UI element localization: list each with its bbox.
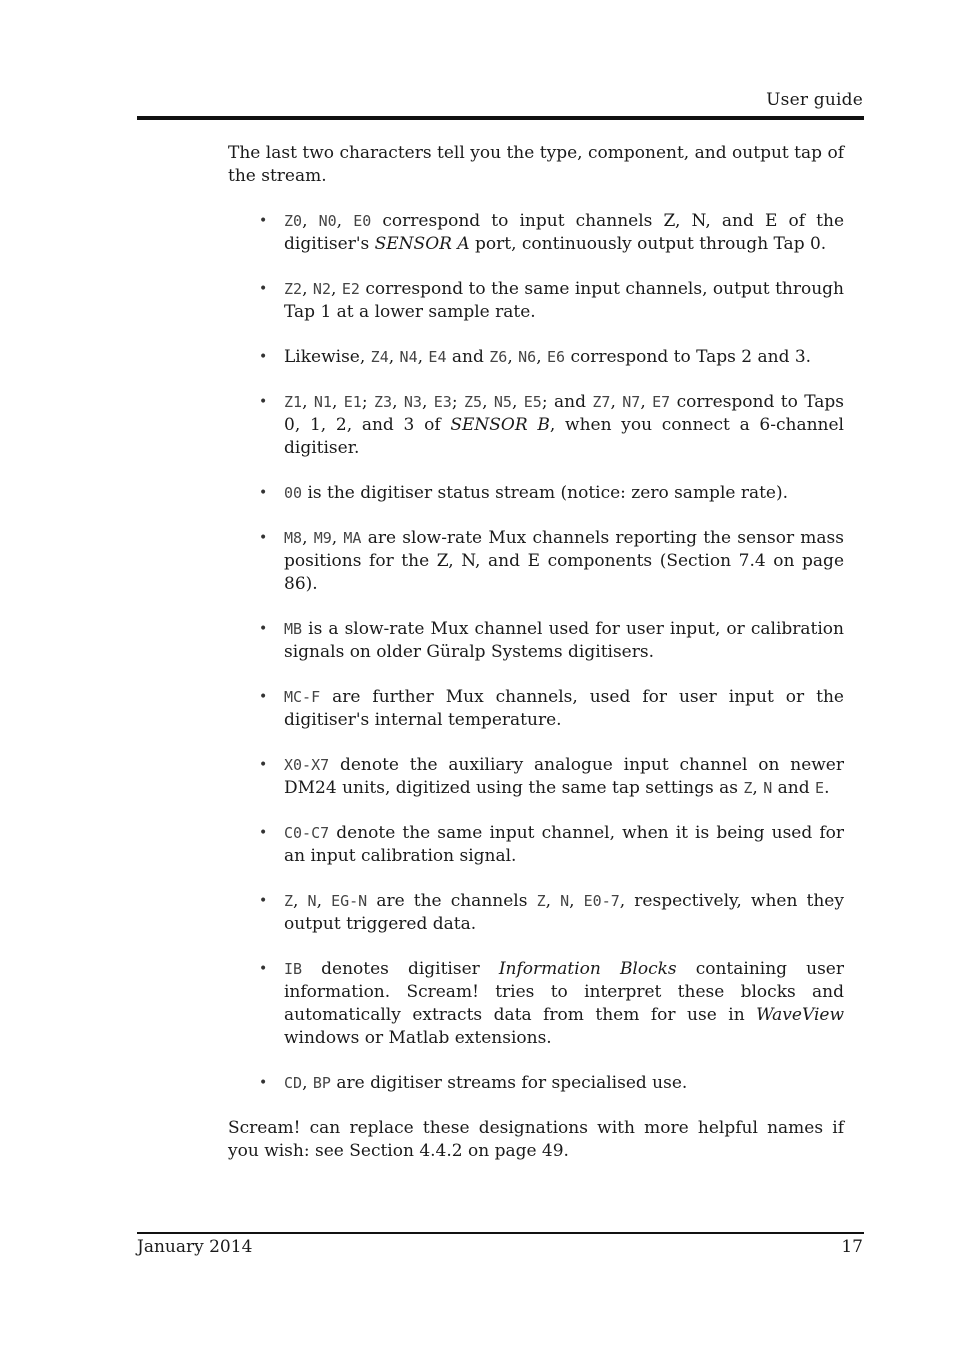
channel-code: Z4 bbox=[370, 348, 389, 366]
item-text: denote the same input channel, when it is being used for an input calibration signal. bbox=[284, 823, 844, 866]
item-text: ; and bbox=[541, 392, 593, 412]
bullet-icon: • bbox=[259, 394, 268, 410]
channel-code: N bbox=[307, 892, 317, 910]
bullet-icon: • bbox=[259, 1075, 268, 1091]
list-item bbox=[228, 822, 844, 868]
item-text: , bbox=[302, 392, 314, 412]
channel-code: E0 bbox=[353, 212, 372, 230]
channel-code: E5 bbox=[523, 393, 542, 411]
item-text: denotes digitiser bbox=[302, 959, 499, 979]
list-item bbox=[228, 890, 844, 936]
list-item bbox=[228, 278, 844, 324]
item-text: , bbox=[302, 528, 314, 548]
item-text: port, continuously output through Tap 0. bbox=[469, 234, 827, 254]
item-text: , bbox=[302, 211, 319, 231]
item-text: , bbox=[536, 347, 548, 367]
item-text: , bbox=[330, 279, 342, 299]
list-item bbox=[228, 686, 844, 732]
item-text: and bbox=[772, 778, 816, 798]
channel-code: N6 bbox=[518, 348, 537, 366]
item-text: , bbox=[421, 392, 434, 412]
item-text: containing user information. Scream! tries to interpret these blocks and automatically extracts data from them for use in bbox=[284, 959, 844, 1025]
item-text: , when you connect a 6-channel digitiser. bbox=[284, 415, 844, 458]
page-number: 17 bbox=[841, 1237, 863, 1257]
channel-code: Z3 bbox=[374, 393, 393, 411]
item-text: is the digitiser status stream (notice: zero sample rate). bbox=[302, 483, 789, 503]
item-text: correspond to Taps 0, 1, 2, and 3 of bbox=[284, 392, 845, 435]
item-text: , bbox=[336, 211, 354, 231]
channel-code: E6 bbox=[547, 348, 566, 366]
bullet-icon: • bbox=[259, 213, 268, 229]
bullet-icon: • bbox=[259, 349, 268, 365]
channel-code: N0 bbox=[318, 212, 337, 230]
channel-code: N4 bbox=[399, 348, 418, 366]
list-item bbox=[228, 391, 844, 460]
item-text: , bbox=[302, 1073, 313, 1093]
item-text: , bbox=[511, 392, 524, 412]
emphasis-text: Information Blocks bbox=[498, 959, 677, 979]
item-text: correspond to the same input channels, output through Tap 1 at a lower sample rate. bbox=[284, 279, 844, 322]
item-text: , bbox=[293, 891, 308, 911]
bullet-icon: • bbox=[259, 961, 268, 977]
channel-code: CD bbox=[284, 1074, 303, 1092]
channel-code: N bbox=[763, 779, 773, 797]
channel-code: E3 bbox=[433, 393, 452, 411]
item-text: are slow-rate Mux channels reporting the sensor mass positions for the Z, N, and E components (Section 7.4 on page 86). bbox=[284, 528, 845, 594]
item-text: . bbox=[824, 778, 830, 798]
channel-code: 00 bbox=[284, 484, 303, 502]
item-text: , bbox=[302, 279, 313, 299]
item-text: , bbox=[388, 347, 400, 367]
list-item bbox=[228, 346, 844, 369]
item-text: , bbox=[752, 778, 764, 798]
list-item bbox=[228, 482, 844, 505]
channel-code: BP bbox=[312, 1074, 331, 1092]
channel-code: X0-X7 bbox=[284, 756, 330, 774]
channel-code: Z2 bbox=[284, 280, 303, 298]
channel-code: Z bbox=[743, 779, 753, 797]
channel-code: Z1 bbox=[284, 393, 303, 411]
channel-code: Z bbox=[284, 892, 294, 910]
channel-code: IB bbox=[284, 960, 303, 978]
item-text: , bbox=[507, 347, 519, 367]
channel-code: N5 bbox=[493, 393, 512, 411]
channel-code: Z6 bbox=[489, 348, 508, 366]
item-text: are the channels bbox=[367, 891, 537, 911]
item-text: denote the auxiliary analogue input channel on newer DM24 units, digitized using the same tap settings as bbox=[284, 755, 844, 798]
channel-code: Z5 bbox=[464, 393, 483, 411]
channel-code: Z bbox=[536, 892, 546, 910]
item-text: , bbox=[482, 392, 494, 412]
list-item bbox=[228, 958, 844, 1050]
item-text: are further Mux channels, used for user input or the digitiser's internal temperature. bbox=[284, 687, 844, 730]
outro-paragraph: Scream! can replace these designations with more helpful names if you wish: see Section 4.4.2 on page 49. bbox=[228, 1118, 844, 1161]
bullet-icon: • bbox=[259, 757, 268, 773]
item-text: , bbox=[640, 392, 653, 412]
channel-code: E1 bbox=[343, 393, 362, 411]
channel-code: MA bbox=[343, 529, 362, 547]
item-text: , bbox=[392, 392, 404, 412]
bullet-icon: • bbox=[259, 689, 268, 705]
channel-code: C0-C7 bbox=[284, 824, 330, 842]
item-text: , bbox=[331, 528, 344, 548]
list-item bbox=[228, 618, 844, 664]
channel-code: Z0 bbox=[284, 212, 303, 230]
list-item bbox=[228, 527, 844, 596]
item-text: , bbox=[331, 392, 344, 412]
emphasis-text: SENSOR A bbox=[374, 234, 470, 254]
channel-code: E2 bbox=[341, 280, 360, 298]
channel-code: M9 bbox=[313, 529, 332, 547]
item-text: ; bbox=[361, 392, 374, 412]
header-rule bbox=[137, 116, 864, 120]
bullet-icon: • bbox=[259, 485, 268, 501]
bullet-icon: • bbox=[259, 281, 268, 297]
channel-code: E0-7 bbox=[583, 892, 620, 910]
item-text: , bbox=[417, 347, 429, 367]
bullet-icon: • bbox=[259, 621, 268, 637]
item-text: Likewise, bbox=[284, 347, 371, 367]
channel-code: Z7 bbox=[592, 393, 611, 411]
stream-list bbox=[228, 210, 844, 1095]
item-text: , respectively, when they output triggered data. bbox=[284, 891, 844, 934]
channel-code: N1 bbox=[313, 393, 332, 411]
channel-code: N3 bbox=[403, 393, 422, 411]
channel-code: EG-N bbox=[331, 892, 368, 910]
bullet-icon: • bbox=[259, 825, 268, 841]
list-item bbox=[228, 210, 844, 256]
channel-code: MB bbox=[284, 620, 303, 638]
item-text: , bbox=[545, 891, 561, 911]
footer-rule bbox=[137, 1232, 864, 1234]
channel-code: MC-F bbox=[284, 688, 321, 706]
intro-paragraph: The last two characters tell you the type, component, and output tap of the stream. bbox=[228, 143, 844, 186]
list-item bbox=[228, 754, 844, 800]
item-text: , bbox=[610, 392, 623, 412]
bullet-icon: • bbox=[259, 530, 268, 546]
channel-code: E4 bbox=[428, 348, 447, 366]
item-text: windows or Matlab extensions. bbox=[284, 1028, 552, 1048]
item-text: are digitiser streams for specialised use. bbox=[330, 1073, 688, 1093]
list-item bbox=[228, 1072, 844, 1095]
item-text: correspond to input channels Z, N, and E of the digitiser's bbox=[284, 211, 845, 254]
emphasis-text: WaveView bbox=[756, 1005, 844, 1025]
item-text: correspond to Taps 2 and 3. bbox=[565, 347, 812, 367]
emphasis-text: SENSOR B bbox=[450, 415, 550, 435]
footer-date: January 2014 bbox=[137, 1237, 253, 1257]
bullet-icon: • bbox=[259, 893, 268, 909]
item-text: ; bbox=[451, 392, 464, 412]
channel-code: N7 bbox=[622, 393, 641, 411]
item-text: is a slow-rate Mux channel used for user input, or calibration signals on older Güralp Systems digitisers. bbox=[284, 619, 844, 662]
running-header: User guide bbox=[766, 90, 863, 110]
page-content bbox=[228, 142, 844, 1163]
channel-code: E7 bbox=[652, 393, 671, 411]
item-text: and bbox=[446, 347, 490, 367]
item-text: , bbox=[316, 891, 332, 911]
channel-code: E bbox=[815, 779, 825, 797]
channel-code: M8 bbox=[284, 529, 303, 547]
item-text: , bbox=[569, 891, 584, 911]
channel-code: N2 bbox=[312, 280, 331, 298]
channel-code: N bbox=[560, 892, 570, 910]
